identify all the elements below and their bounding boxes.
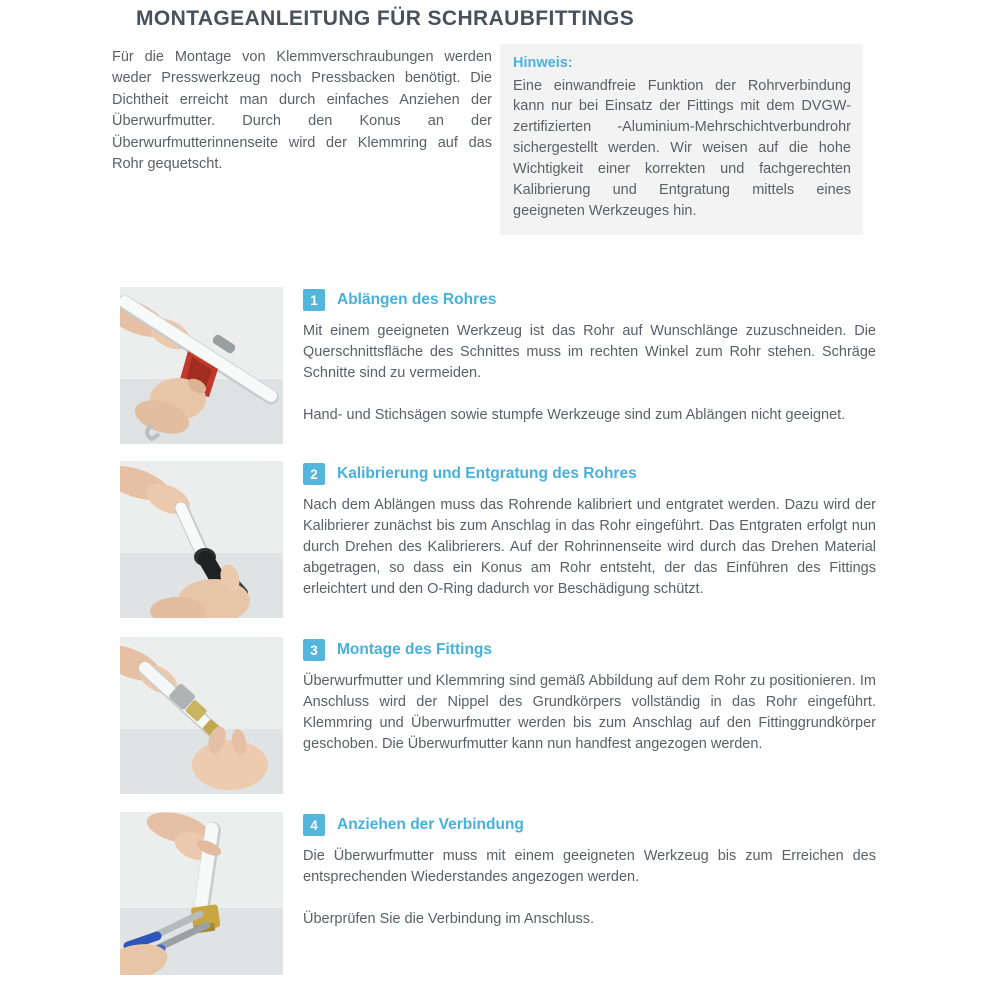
step-4-content [303,814,876,930]
step-4-number-badge: 4 [303,814,325,836]
step-3-number-badge: 3 [303,639,325,661]
note-text: Eine einwandfreie Funktion der Rohrverbindung kann nur bei Einsatz der Fittings mit dem DVGW-zertifizierten -Aluminium-Mehrschichtverbundrohr sichergestellt werden. Wir weisen auf die hohe Wichtigkeit einer korrekten und fachgerechten Kalibrierung und Entgratung mittels eines geeigneten Werkzeuges hin. [513,77,851,219]
step-2-title: Kalibrierung und Entgratung des Rohres [337,465,637,482]
step-4-paragraph: Die Überwurfmutter muss mit einem geeigneten Werkzeug bis zum Erreichen des entsprechenden Wiederstandes angezogen werden. [303,848,876,886]
step-3-content [303,639,876,755]
note-box [500,44,863,235]
step-2-content [303,463,876,600]
step-3-photo-fitting-assembly [120,637,283,794]
step-1-photo-pipe-cutting [120,287,283,444]
step-4-photo-tightening [120,812,283,975]
step-2-paragraph: Nach dem Ablängen muss das Rohrende kalibriert und entgratet werden. Dazu wird der Kalibrierer zunächst bis zum Anschlag in das Rohr eingeführt. Das Entgraten erfolgt nun durch Drehen des Kalibrierers. Auf der Rohrinnenseite wird durch das Drehen Material abgetragen, so dass ein Konus am Rohr entsteht, der das Einführen des Fittings erleichtert und den O-Ring dadurch vor Beschädigung schützt. [303,497,876,598]
step-1-paragraph: Mit einem geeigneten Werkzeug ist das Rohr auf Wunschlänge zuzuschneiden. Die Querschnittsfläche des Schnittes muss im rechten Winkel zum Rohr stehen. Schräge Schnitte sind zu vermeiden. [303,323,876,382]
step-3-title: Montage des Fittings [337,641,492,658]
step-1-content [303,289,876,426]
step-1-title: Ablängen des Rohres [337,291,497,308]
pipe-cutter-illustration [120,287,283,444]
page-title: MONTAGEANLEITUNG FÜR SCHRAUBFITTINGS [136,7,635,30]
step-1-number-badge: 1 [303,289,325,311]
note-label: Hinweis: [513,55,573,71]
step-4-title: Anziehen der Verbindung [337,816,524,833]
step-3-paragraph: Überwurfmutter und Klemmring sind gemäß Abbildung auf dem Rohr zu positionieren. Im Anschluss wird der Nippel des Grundkörpers vollständig in das Rohr eingeführt. Klemmring und Überwurfmutter werden bis zum Anschlag auf den Fittinggrundkörper geschoben. Die Überwurfmutter kann nun handfest angezogen werden. [303,673,876,753]
fitting-assembly-illustration [120,637,283,794]
step-1-paragraph: Hand- und Stichsägen sowie stumpfe Werkzeuge sind zum Ablängen nicht geeignet. [303,407,846,424]
step-4-paragraph: Überprüfen Sie die Verbindung im Anschluss. [303,911,594,928]
wrench-tightening-illustration [120,812,283,975]
step-2-photo-calibrating [120,461,283,618]
step-2-number-badge: 2 [303,463,325,485]
intro-paragraph: Für die Montage von Klemmverschraubungen werden weder Presswerkzeug noch Pressbacken benötigt. Die Dichtheit erreicht man durch einfaches Anziehen der Überwurfmutter. Durch den Konus an der Überwurfmutterinnenseite wird der Klemmring auf das Rohr gequetscht. [112,49,492,173]
calibrator-illustration [120,461,283,618]
